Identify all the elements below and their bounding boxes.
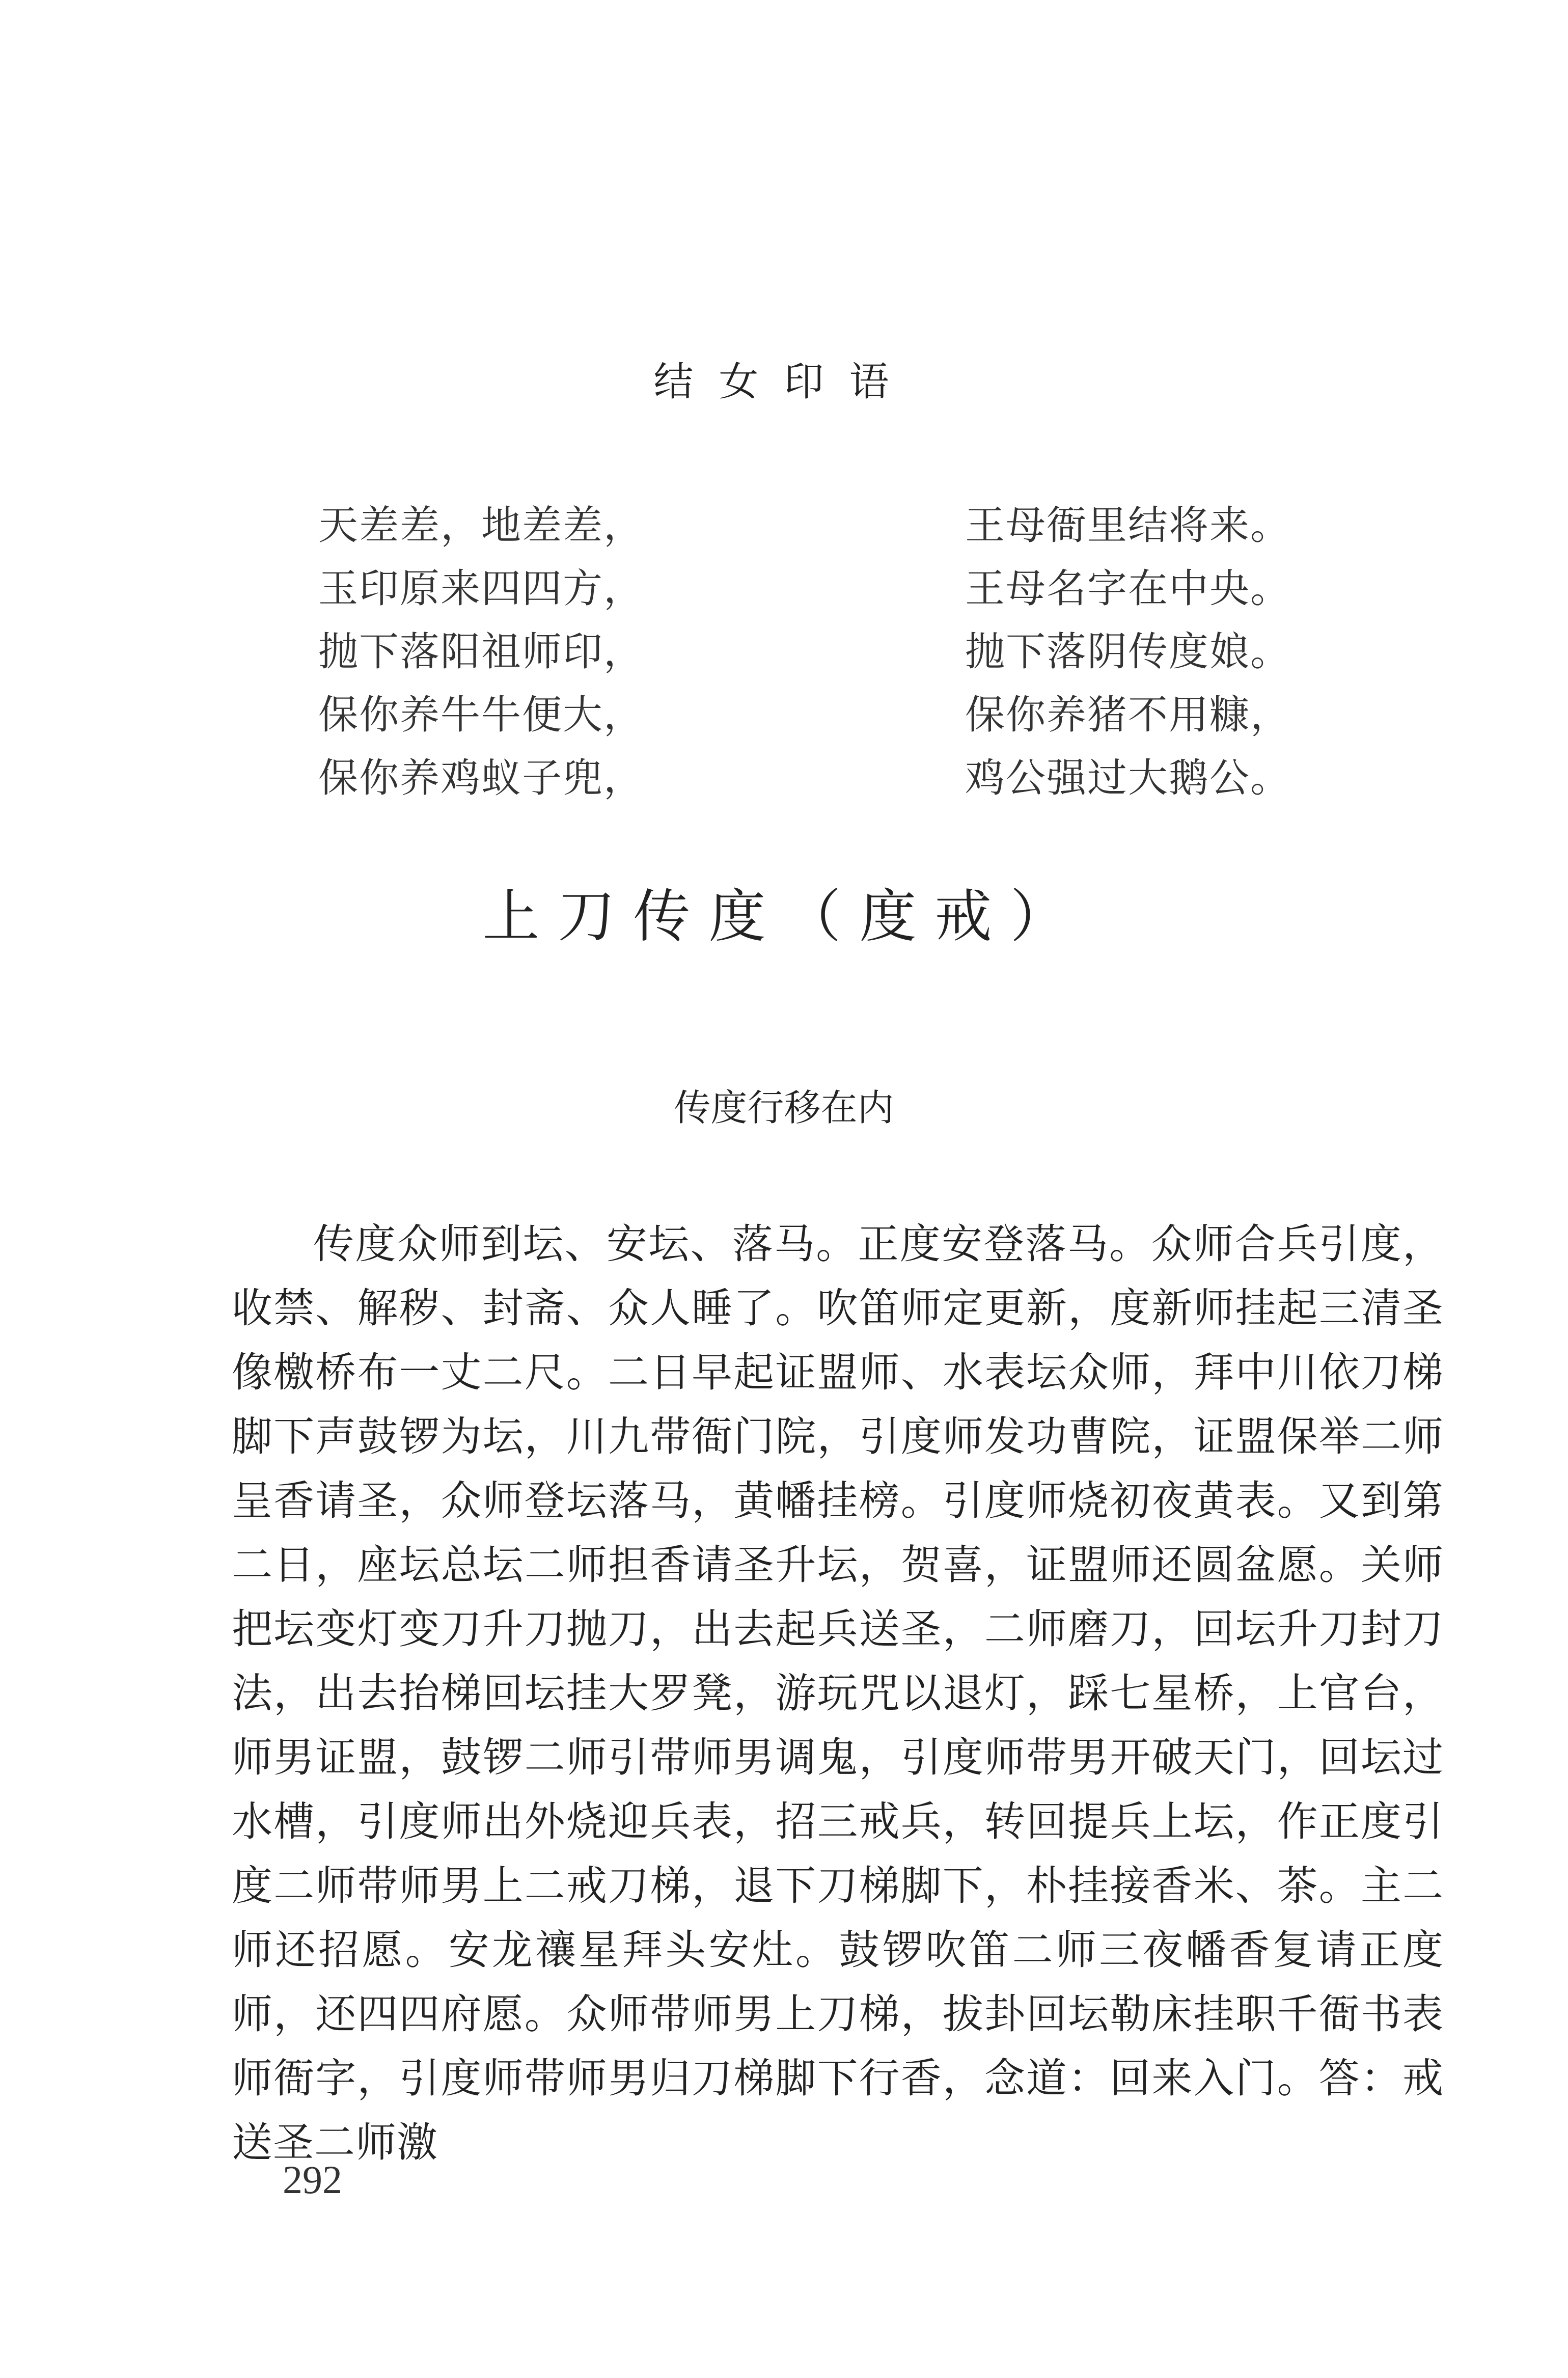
poem-line-right: 抛下落阴传度娘。 <box>965 629 1291 675</box>
poem-line-left: 玉印原来四四方， <box>318 566 645 612</box>
poem-line <box>0 684 1568 747</box>
section-title: 传度行移在内 <box>674 1086 894 1129</box>
poem-title: 结女印语 <box>653 359 915 405</box>
chapter-title: 上刀传度（度戒） <box>482 884 1086 950</box>
body-paragraph: 传度众师到坛、安坛、落马。正度安登落马。众师合兵引度，收禁、解秽、封斋、众人睡了。吹笛师定更新，度新师挂起三清圣像檄桥布一丈二尺。二日早起证盟师、水表坛众师，拜中川依刀梯脚下声鼓锣为坛，川九带衙门院，引度师发功曹院，证盟保举二师呈香请圣，众师登坛落马，黄幡挂榜。引度师烧初夜黄表。又到第二日，座坛总坛二师担香请圣升坛，贺喜，证盟师还圆盆愿。关师把坛变灯变刀升刀抛刀，出去起兵送圣，二师磨刀，回坛升刀封刀法，出去抬梯回坛挂大罗凳，游玩咒以退灯，踩七星桥，上官台，师男证盟，鼓锣二师引带师男调鬼，引度师带男开破天门，回坛过水槽，引度师出外烧迎兵表，招三戒兵，转回提兵上坛，作正度引度二师带师男上二戒刀梯，退下刀梯脚下，朴挂接香米、茶。主二师还招愿。安龙禳星拜头安灶。鼓锣吹笛二师三夜幡香复请正度师，还四四府愿。众师带师男上刀梯，拔卦回坛勒床挂职千衙书表师衙字，引度师带师男归刀梯脚下行香，念道：回来入门。答：戒送圣二师激 <box>232 1220 1444 2166</box>
poem-line <box>0 747 1568 810</box>
poem-line-left: 保你养鸡蚁子兜， <box>318 755 645 801</box>
poem-line-left: 天差差，地差差， <box>318 503 645 549</box>
page-number: 292 <box>283 2157 342 2202</box>
poem-line-right: 王母名字在中央。 <box>965 566 1291 612</box>
poem <box>0 494 1568 810</box>
poem-line <box>0 494 1568 557</box>
poem-line <box>0 557 1568 620</box>
poem-line-right: 王母衙里结将来。 <box>965 503 1291 549</box>
poem-line-left: 保你养牛牛便大， <box>318 692 645 738</box>
poem-line-right: 保你养猪不用糠， <box>965 692 1291 738</box>
poem-line-right: 鸡公强过大鹅公。 <box>965 755 1291 801</box>
poem-line-left: 抛下落阳祖师印， <box>318 629 645 675</box>
poem-line <box>0 620 1568 684</box>
